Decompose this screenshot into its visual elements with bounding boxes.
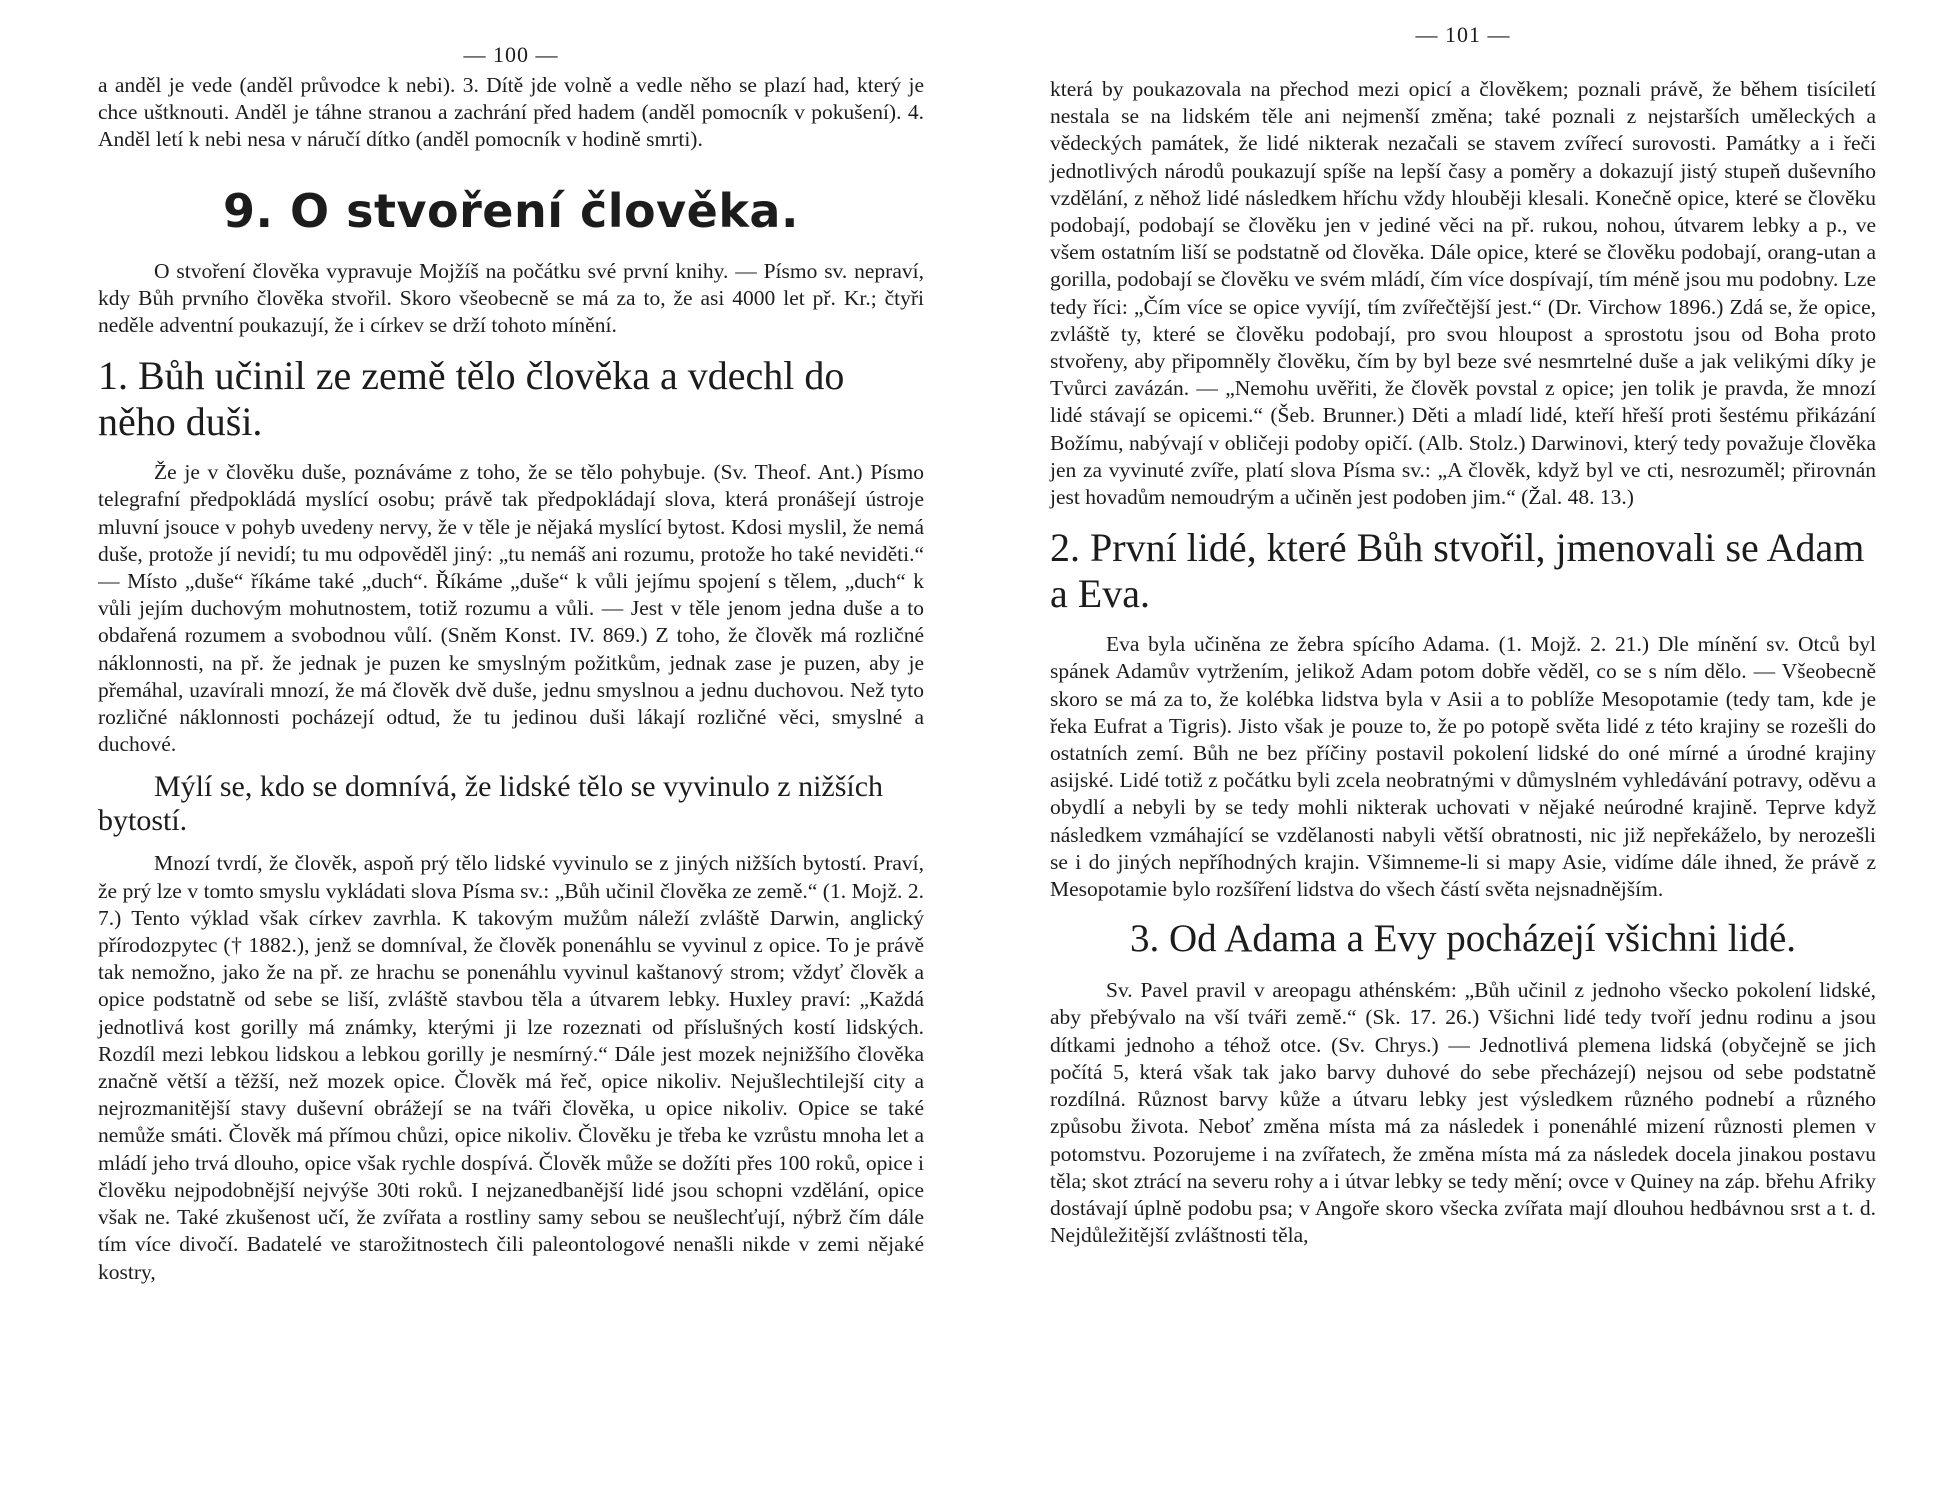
section-3-heading: 3. Od Adama a Evy pocházejí všichni lidé. bbox=[1129, 917, 1797, 961]
subsection-paragraph: Mnozí tvrdí, že člověk, aspoň prý tělo lidské vyvinulo se z jiných nižších bytostí. Praví, že prý lze v tomto smyslu vykládati slova Písma sv.: „Bůh učinil člověka ze země.“ (1. Mojž. 2. 7.) Tento výklad však církev zavrhla. K takovým mužům náleží zvláště Darwin, anglický přírodozpytec († 1882.), jenž se domníval, že člověk ponenáhlu se vyvinul z opice. To je právě tak nemožno, jako že na př. ze hrachu se ponenáhlu vyvinul kaštanový strom; vždyť člověk a opice podstatně od sebe se liší, zvláště stavbou těla a útvarem lebky. Huxley praví: „Každá jednotlivá kost gorilly má známky, kterými ji lze rozeznati od příslušných kostí lidských. Rozdíl mezi lebkou lidskou a lebkou gorilly je nesmírný.“ Dále jest mozek nejnižšího člověka značně větší a těžší, než mozek opice. Člověk má řeč, opice nikoliv. Nejušlechtilejší city a nejrozmanitější stavy duševní obrážejí se na tváři člověka, u opice nikoliv. Opice se také nemůže smáti. Člověk má přímou chůzi, opice nikoliv. Člověku je třeba ke vzrůstu mnoha let a mládí jeho trvá dlouho, opice však rychle dospívá. Člověk může se dožíti přes 100 roků, opice i člověku nejpodobnější nejvýše 30ti roků. I nejzanedbanější lidé jsou schopni vzdělání, opice však ne. Také zkušenost učí, že zvířata a rostliny samy sebou se neušlechťují, nýbrž čím dále tím více divočí. Badatelé ve starožitnostech čili paleontologové nenašli nikde v zemi nějaké kostry, bbox=[98, 851, 924, 1284]
chapter-title: 9. O stvoření člověka. bbox=[223, 183, 799, 238]
section-1-paragraph: Že je v člověku duše, poznáváme z toho, že se tělo pohybuje. (Sv. Theof. Ant.) Písmo telegrafní předpokládá myslící osobu; právě tak předpokládají slova, která pronášejí ústroje mluvní jsouce v pohyb uvedeny nervy, že v těle je nějaká myslící bytost. Kdosi myslil, že nemá duše, protože jí nevidí; tu mu odpověděl jiný: „tu nemáš ani rozumu, protože ho také neviděti.“ — Místo „duše“ říkáme také „duch“. Říkáme „duše“ k vůli jejímu spojení s tělem, „duch“ k vůli jejím duchovým mohutnostem, totiž rozumu a vůli. — Jest v těle jenom jedna duše a to obdařená rozumem a svobodnou vůlí. (Sněm Konst. IV. 869.) Z toho, že člověk má rozličné náklonnosti, na př. že jednak je puzen ke smyslným požitkům, jednak zase je puzen, aby je přemáhal, uzavírali mnozí, že má člověk dvě duše, jednu smyslnou a jednu duchovou. Než tyto rozličné náklonnosti pocházejí odtud, že tu jedinou duši lákají rozličné věci, smyslné a duchové. bbox=[98, 460, 924, 757]
right-page bbox=[1050, 0, 1876, 1249]
section-3-paragraph: Sv. Pavel pravil v areopagu athénském: „Bůh učinil z jednoho všecko pokolení lidské, aby přebývalo na vší tváři země.“ (Sk. 17. 26.) Všichni lidé tedy tvoří jednu rodinu a jsou dítkami jednoho a téhož otce. (Sv. Chrys.) — Jednotlivá plemena lidská (obyčejně se jich počítá 5, která však tak jako barvy duhové do sebe přecházejí) nejsou od sebe podstatně rozdílná. Různost barvy kůže a útvaru lebky jest výsledkem různého podnebí a různého způsobu života. Neboť změna místa má za následek i ponenáhlé mizení různosti plemen v potomstvu. Pozorujeme i na zvířatech, že změna místa má za následek docela jinakou postavu těla; skot ztrácí na severu rohy a i útvar lebky se tedy mění; ovce v Quiney na záp. břehu Afriky dostávají úplně podobu psa; v Angoře skoro všecka zvířata mají dlouhou hedbávnou srst a t. d. Nejdůležitější zvláštnosti těla, bbox=[1050, 978, 1876, 1248]
section-1-heading: 1. Bůh učinil ze země tělo člověka a vdechl do něho duši. bbox=[98, 353, 845, 445]
subsection-heading: Mýlí se, kdo se domnívá, že lidské tělo se vyvinulo z nižších bytostí. bbox=[98, 770, 884, 838]
chapter-intro-paragraph: O stvoření člověka vypravuje Mojžíš na počátku své první knihy. — Písmo sv. nepraví, kdy Bůh prvního člověka stvořil. Skoro všeobecně se má za to, že asi 4000 let př. Kr.; čtyři neděle adventní poukazují, že i církev se drží tohoto mínění. bbox=[98, 258, 924, 338]
intro-paragraph: a anděl je vede (anděl průvodce k nebi). 3. Dítě jde volně a vedle něho se plazí had, který je chce uštknouti. Anděl je táhne stranou a zachrání před hadem (anděl pomocník v pokušení). 4. Anděl letí k nebi nesa v náručí dítko (anděl pomocník v hodině smrti). bbox=[98, 73, 924, 152]
page-number-left: — 100 — bbox=[463, 42, 559, 67]
page-number-right: — 101 — bbox=[1415, 22, 1511, 47]
left-page bbox=[98, 0, 924, 1286]
section-2-heading: 2. První lidé, které Bůh stvořil, jmenovali se Adam a Eva. bbox=[1050, 525, 1865, 617]
continuation-paragraph: která by poukazovala na přechod mezi opicí a člověkem; poznali právě, že během tisíciletí nestala se na lidském těle ani nejmenší změna; také poznali z nejstarších uměleckých a vědeckých památek, že lidé nikterak nezačali se stavem zvířecí surovosti. Památky a i řeči jednotlivých národů poukazují spíše na lepší časy a poměry a dokazují jistý stupeň duševního vzdělání, z něhož lidé následkem hříchu vždy hlouběji klesali. Konečně opice, které se člověku podobají, podobají se člověku jen v jediné věci na př. rukou, nohou, útvarem lebky a p., ve všem ostatním liší se podstatně od člověka. Dále opice, které se člověku podobají, orang-utan a gorilla, podobají se člověku ve svém mládí, čím více dospívají, tím méně jsou mu podobny. Lze tedy říci: „Čím více se opice vyvíjí, tím zvířečtější jest.“ (Dr. Virchow 1896.) Zdá se, že opice, zvláště ty, které se člověku podobají, pro svou hloupost a sprostotu jsou od Boha proto stvořeny, aby připomněly člověku, čím by byl beze své nesmrtelné duše a jak velikými díky je Tvůrci zavázán. — „Nemohu uvěřiti, že člověk povstal z opice; jen tolik je pravda, že mnozí lidé stávají se opicemi.“ (Šeb. Brunner.) Děti a mladí lidé, kteří hřeší proti šestému přikázání Božímu, nabývají v obličeji podoby opičí. (Alb. Stolz.) Darwinovi, který tedy považuje člověka jen za vyvinuté zvíře, platí slova Písma sv.: „A člověk, když byl ve cti, nesrozuměl; přirovnán jest hovadům nemoudrým a učiněn jest podoben jim.“ (Žal. 48. 13.) bbox=[1050, 77, 1876, 510]
section-2-paragraph: Eva byla učiněna ze žebra spícího Adama. (1. Mojž. 2. 21.) Dle mínění sv. Otců byl spánek Adamův vytržením, jelikož Adam potom dobře věděl, co se s ním dělo. — Všeobecně skoro se má za to, že kolébka lidstva byla v Asii a to poblíže Mesopotamie (tedy tam, kde je řeka Eufrat a Tigris). Jisto však je pouze to, že po potopě světa lidé z této krajiny se rozešli do ostatních zemí. Bůh ne bez příčiny postavil pokolení lidské do oné mírné a úrodné krajiny asijské. Lidé totiž z počátku byli zcela neobratnými v důmyslném vyhledávání potravy, oděvu a obydlí a nebyli by se tedy mohli nikterak uchovati v nějaké neúrodné krajině. Teprve když následkem vzmáhající se vzdělanosti nabyli větší obratnosti, nic již nepřekáželo, by nerozešli se i do jiných nepříhodných krajin. Všimneme-li si mapy Asie, vidíme dále ihned, že právě z Mesopotamie bylo rozšíření lidstva do všech částí světa nejsnadnějším. bbox=[1050, 632, 1876, 902]
